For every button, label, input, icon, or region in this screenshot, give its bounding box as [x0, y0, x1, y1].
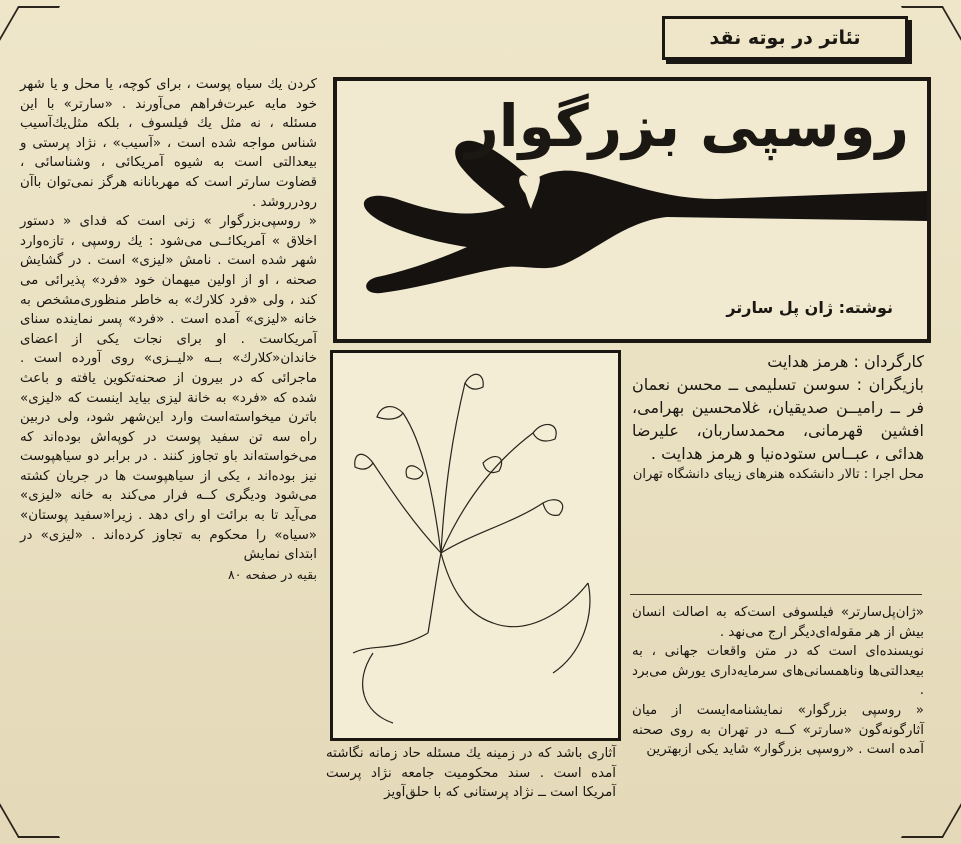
divider — [630, 594, 922, 595]
paragraph: کردن یك سیاه پوست ، برای کوچه، یا محل و یا شهر خود مایه عبرت‌فراهم می‌آورند . «سارتر» با این مسئله ، نه مثل یك فیلسوف ، بلکه مثل‌یك‌آسیب‌ شناس مواجه شده است ، «آسیب» ، نژاد پرستی و بیعدالتی است به شیوه آمریکائی ، وشناسائی ، قضاوت سارتر است که مهربانانه هرگز نمی‌توان باآن رودررو‌شد . — [20, 77, 317, 210]
credits-block — [632, 350, 924, 484]
director-credit: کارگردان : هرمز هدایت — [767, 352, 924, 371]
flower-sketch-frame — [330, 350, 621, 741]
paragraph: « روسپی بزرگوار» نمایشنامه‌ایست از میان آثارگونه‌گون «سارتر» کــه در تهران به روی صحنه آمده است . «روسپی بزرگوار» شاید یکی ازبهترین — [632, 702, 924, 758]
paragraph: «ژان‌پل‌سارتر» فیلسوفی است‌که به اصالت انسان بیش از هر مقوله‌ای‌دیگر ارج می‌نهد . — [632, 605, 924, 640]
paragraph: نویسنده‌ای است که در متن واقعات جهانی ، به بیعدالتی‌ها وناهمسانی‌های سرمایه‌داری یورش می‌برد . — [632, 644, 924, 699]
cast-credit: بازیگران : سوسن تسلیمی ــ محسن نعمان فر ــ رامیــن صدیقیان، غلامحسین بهرامی، افشین قهرمانی، محمدساربان، علیرضا هدائی ، عبــاس ستوده‌نیا و هرمز هدایت . — [632, 375, 924, 463]
flower-sketch — [333, 353, 618, 738]
right-column-text — [632, 603, 924, 760]
headline-box — [333, 77, 931, 343]
author-byline: نوشته: ژان پل سارتر — [726, 298, 893, 317]
section-rubric: تئاتر در بوته نقد — [662, 16, 908, 60]
continued-note: بقیه در صفحه ۸۰ — [228, 566, 317, 582]
venue-credit: محل اجرا : تالار دانشکده هنرهای زیبای دانشگاه تهران — [632, 467, 924, 482]
paragraph: آثاری باشد که در زمینه یك مسئله حاد زمانه نگاشته آمده است . سند محکومیت جامعه نژاد پرست آمریکا است ــ نژاد پرستانی که با حلق‌آویز — [326, 746, 616, 801]
play-title: روسپی بزرگوار — [465, 92, 909, 160]
middle-column-text — [326, 744, 616, 803]
left-column-text — [20, 75, 317, 584]
paragraph: « روسپی‌بزرگوار » زنی است که فدای « دستور اخلاق » آمریکائــی می‌شود : یك روسپی ، تازه‌وارد شهر شده است . نامش «لیزی» است . در گشایش صحنه ، او از اولین میهمان خود «فرد» پذیرائی می کند ، ولی «فرد کلارك» به خاطر منظوری‌مشخص به خانه «لیزی» آمده است . «فرد» پسر نماینده سنای آمریکاست . او برای نجات یکی از اعضای خاندان«کلارك» بــه «لیــزی» روی آورده است . ماجرائی که در بیرون از صحنه‌تکوین یافته و باعث شده که «فرد» به خانة لیزی بیاید اینست که «لیزی» باترن میخواسته‌است وارد این‌شهر شود، ولی دربین راه سه تن سفید پوست در کوپه‌اش بوده‌اند که می‌خواسته‌اند باو تجاوز کنند . در برابر دو سیاهپوست نیز بوده‌اند ، یکی از سیاهپوست ها در جریان کشته می‌شود ودیگری کــه فرار می‌کند به خانه «لیزی» می‌آید تا به برائت او رای دهد . زیرا«سفید پوستان» «سیاه» را محکوم به تجاوز کرده‌اند . «لیزی» در ابتدای نمایش — [20, 214, 317, 563]
